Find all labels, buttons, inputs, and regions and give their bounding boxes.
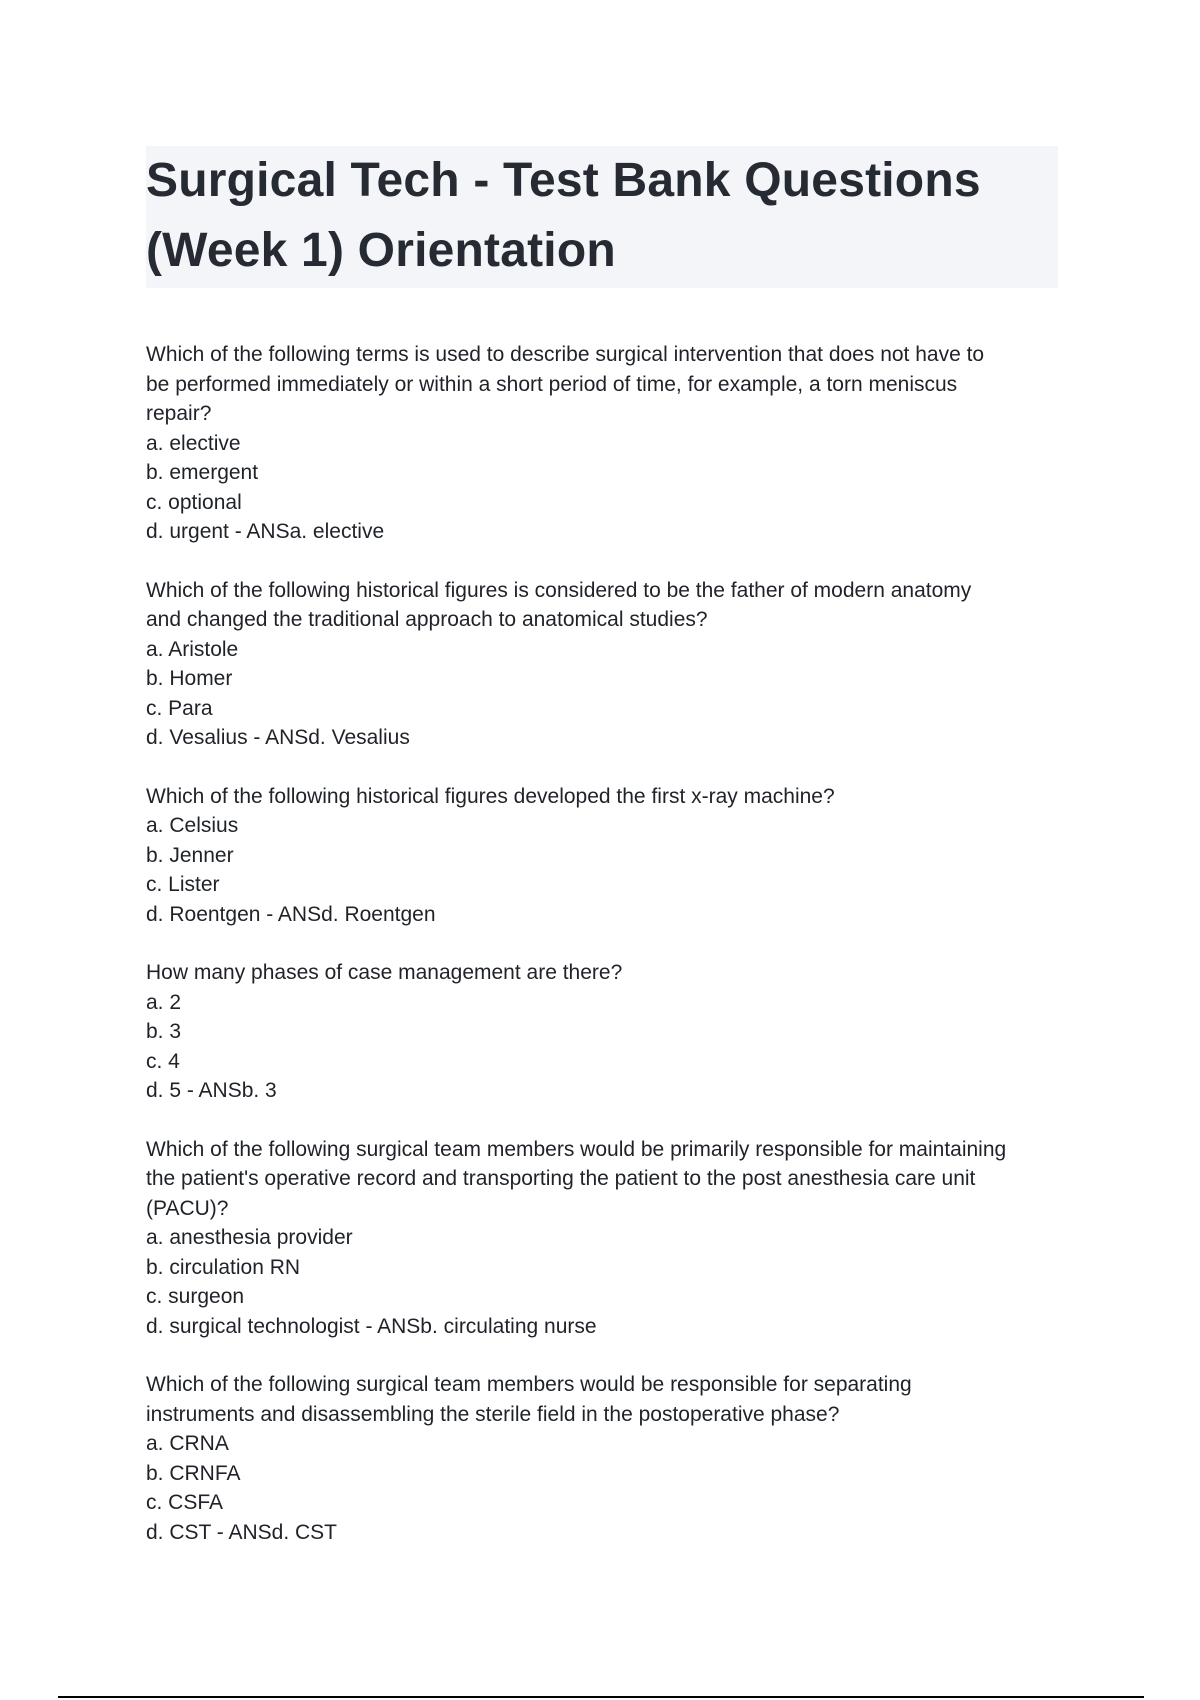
question-4 <box>146 958 1066 1106</box>
title-line-1: Surgical Tech - Test Bank Questions <box>146 154 981 207</box>
option-a: a. 2 <box>146 990 182 1014</box>
question-text-line: (PACU)? <box>146 1196 229 1220</box>
option-b: b. emergent <box>146 461 259 484</box>
option-d-answer: d. surgical technologist - ANSb. circulating nurse <box>146 1314 597 1338</box>
option-a: a. Celsius <box>146 814 239 837</box>
option-d-answer: d. Roentgen - ANSd. Roentgen <box>146 902 436 926</box>
option-c: c. Lister <box>146 873 220 896</box>
question-text <box>146 340 1066 429</box>
question-text-line: the patient's operative record and transporting the patient to the post anesthesia care unit <box>146 1167 976 1190</box>
question-text <box>146 1370 1066 1429</box>
option-a: a. CRNA <box>146 1432 229 1455</box>
question-text <box>146 576 1066 635</box>
option-d-answer: d. Vesalius - ANSd. Vesalius <box>146 726 410 749</box>
question-text-line: instruments and disassembling the sterile field in the postoperative phase? <box>146 1402 840 1426</box>
question-text-line: Which of the following terms is used to describe surgical intervention that does not have to <box>146 343 985 366</box>
title-block <box>146 146 1058 288</box>
question-1 <box>146 340 1066 547</box>
question-text-line: Which of the following historical figures developed the first x-ray machine? <box>146 784 835 808</box>
question-6 <box>146 1370 1066 1547</box>
question-text-line: be performed immediately or within a short period of time, for example, a torn meniscus <box>146 372 958 396</box>
question-text <box>146 1135 1066 1224</box>
option-b: b. 3 <box>146 1020 182 1043</box>
option-c: c. 4 <box>146 1049 180 1073</box>
option-c: c. CSFA <box>146 1491 224 1514</box>
question-text-line: How many phases of case management are there? <box>146 961 623 984</box>
option-d-answer: d. 5 - ANSb. 3 <box>146 1079 277 1102</box>
option-b: b. circulation RN <box>146 1255 301 1279</box>
question-text-line: Which of the following historical figures is considered to be the father of modern anatomy <box>146 578 972 602</box>
option-b: b. Jenner <box>146 843 234 867</box>
question-text-line: repair? <box>146 402 212 425</box>
title-line-2: (Week 1) Orientation <box>146 224 616 277</box>
option-d-answer: d. CST - ANSd. CST <box>146 1520 337 1544</box>
option-b: b. CRNFA <box>146 1461 241 1485</box>
footer-divider <box>58 1696 1144 1698</box>
option-d-answer: d. urgent - ANSa. elective <box>146 520 385 543</box>
page-title <box>146 146 1058 286</box>
question-list <box>146 340 1066 1576</box>
question-2 <box>146 576 1066 753</box>
option-a: a. elective <box>146 431 241 455</box>
option-c: c. optional <box>146 490 242 514</box>
question-3 <box>146 782 1066 930</box>
question-text-line: Which of the following surgical team members would be responsible for separating <box>146 1373 912 1396</box>
option-a: a. anesthesia provider <box>146 1226 353 1249</box>
question-text <box>146 782 1066 812</box>
option-c: c. surgeon <box>146 1285 245 1308</box>
option-b: b. Homer <box>146 667 233 690</box>
option-c: c. Para <box>146 696 213 720</box>
option-a: a. Aristole <box>146 637 239 661</box>
question-text <box>146 958 1066 988</box>
question-text-line: Which of the following surgical team members would be primarily responsible for maintaining <box>146 1137 1007 1161</box>
question-5 <box>146 1135 1066 1342</box>
question-text-line: and changed the traditional approach to anatomical studies? <box>146 608 708 631</box>
